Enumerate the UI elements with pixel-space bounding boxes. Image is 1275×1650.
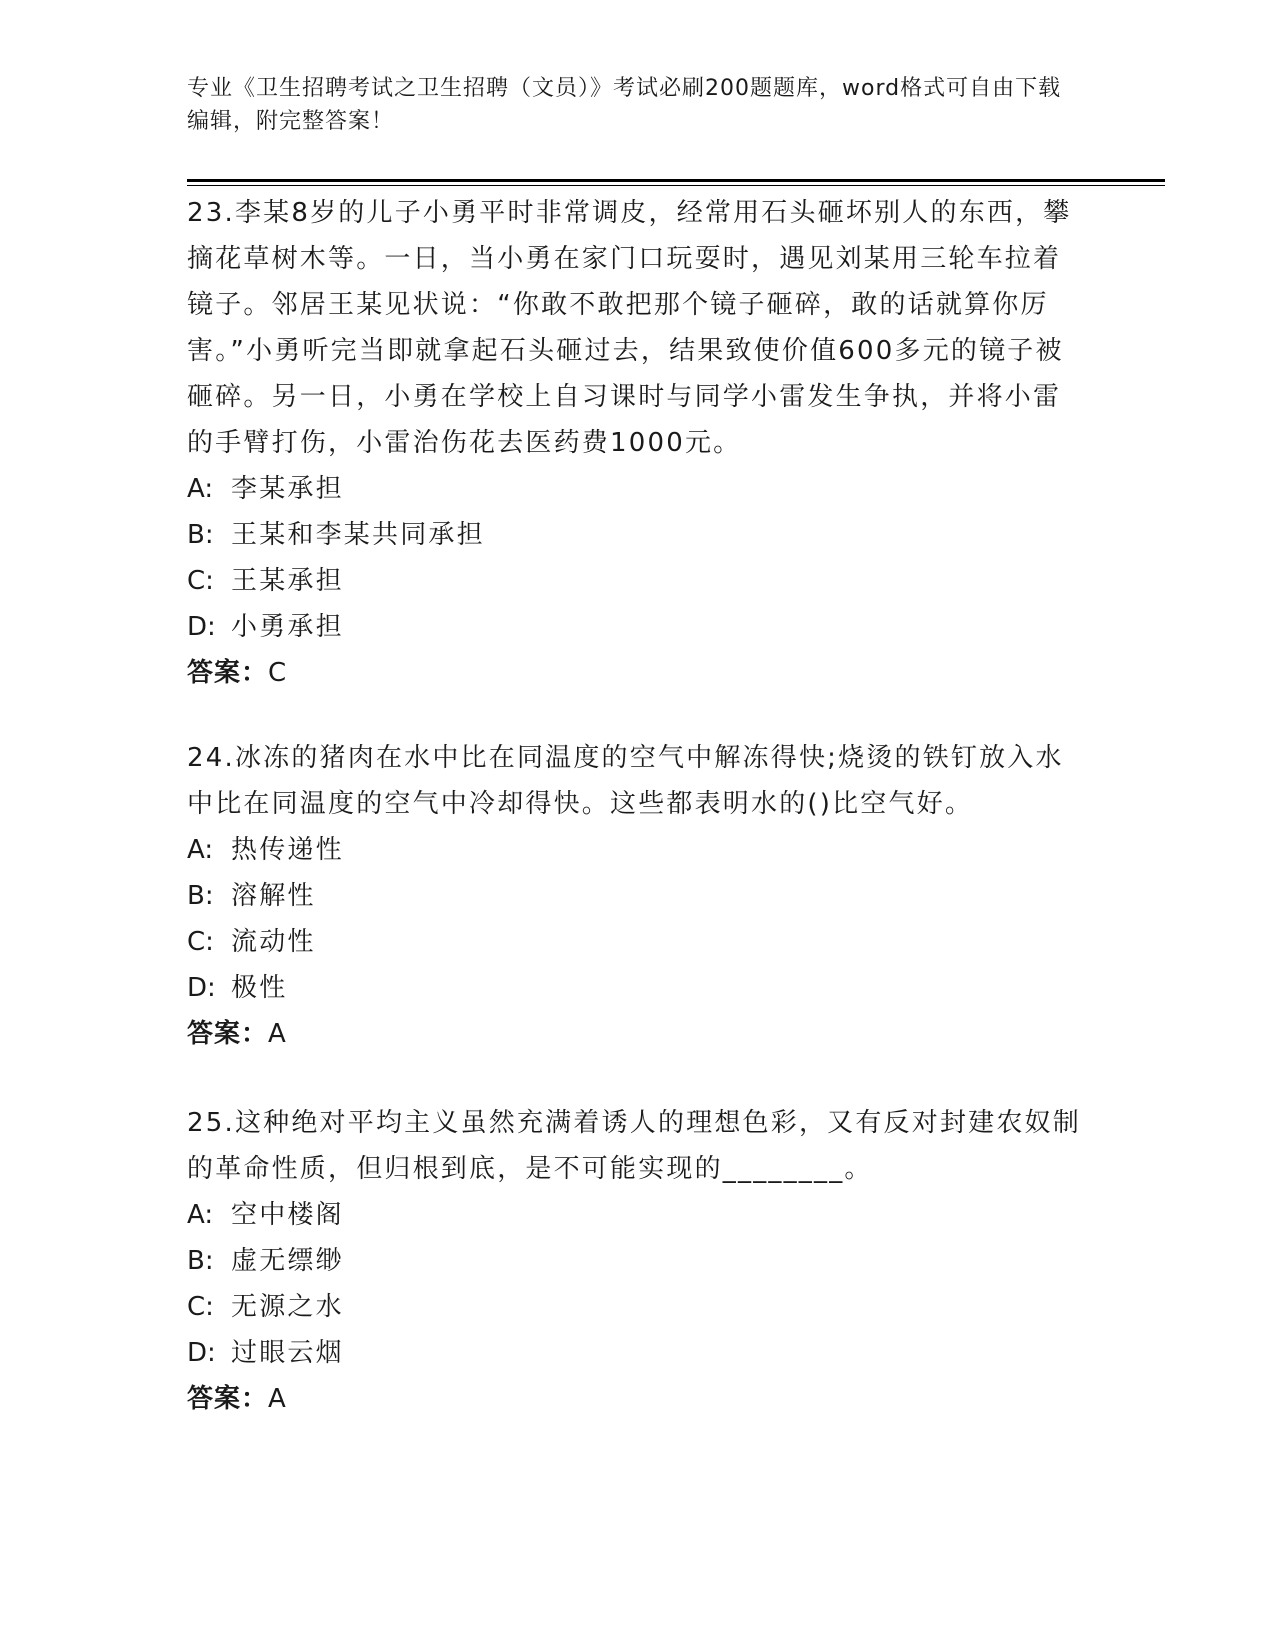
option-key: B: [187,1246,214,1276]
question-stem: 24.冰冻的猪肉在水中比在同温度的空气中解冻得快;烧烫的铁钉放入水中比在同温度的空气中冷却得快。这些都表明水的()比空气好。 [187,743,1064,819]
option-d [187,965,1087,1011]
header-divider-thin [187,185,1165,186]
option-c [187,919,1087,965]
option-text: 流动性 [231,927,316,957]
option-text: 王某承担 [231,566,344,596]
option-text: 溶解性 [231,881,316,911]
option-text: 空中楼阁 [231,1200,344,1230]
option-a [187,827,1087,873]
answer-value: A [268,1384,287,1414]
question-stem: 25.这种绝对平均主义虽然充满着诱人的理想色彩，又有反对封建农奴制的革命性质，但归根到底，是不可能实现的________。 [187,1108,1081,1184]
option-key: D: [187,973,216,1003]
option-text: 热传递性 [231,835,344,865]
question-stem: 23.李某8岁的儿子小勇平时非常调皮，经常用石头砸坏别人的东西，攀摘花草树木等。一日，当小勇在家门口玩耍时，遇见刘某用三轮车拉着镜子。邻居王某见状说：“你敢不敢把那个镜子砸碎，敢的话就算你厉害。”小勇听完当即就拿起石头砸过去，结果致使价值600多元的镜子被砸碎。另一日，小勇在学校上自习课时与同学小雷发生争执，并将小雷的手臂打伤，小雷治伤花去医药费1000元。 [187,198,1072,458]
option-b [187,873,1087,919]
option-b [187,1238,1087,1284]
option-key: B: [187,520,214,550]
option-key: A: [187,1200,214,1230]
option-text: 李某承担 [231,474,344,504]
option-a [187,466,1087,512]
question-25 [187,1100,1087,1422]
option-key: A: [187,474,214,504]
option-text: 小勇承担 [231,612,344,642]
header-divider-thick [187,179,1165,182]
answer-value: A [268,1019,287,1049]
option-key: B: [187,881,214,911]
option-d [187,1330,1087,1376]
answer-label: 答案： [187,658,269,688]
option-text: 极性 [231,973,288,1003]
option-b [187,512,1087,558]
option-text: 虚无缥缈 [231,1246,344,1276]
option-d [187,604,1087,650]
question-24 [187,735,1087,1057]
answer-value: C [268,658,288,688]
option-text: 无源之水 [231,1292,344,1322]
option-key: A: [187,835,214,865]
answer-label: 答案： [187,1019,269,1049]
option-a [187,1192,1087,1238]
option-key: C: [187,927,214,957]
option-key: C: [187,566,214,596]
option-text: 王某和李某共同承担 [231,520,485,550]
option-key: D: [187,612,216,642]
option-text: 过眼云烟 [231,1338,344,1368]
option-key: D: [187,1338,216,1368]
answer-line [187,1376,1087,1422]
option-c [187,558,1087,604]
answer-line [187,1011,1087,1057]
answer-line [187,650,1087,696]
document-header: 专业《卫生招聘考试之卫生招聘（文员）》考试必刷200题题库，word格式可自由下载编辑，附完整答案！ [187,76,1062,134]
option-key: C: [187,1292,214,1322]
answer-label: 答案： [187,1384,269,1414]
question-23 [187,190,1087,696]
option-c [187,1284,1087,1330]
